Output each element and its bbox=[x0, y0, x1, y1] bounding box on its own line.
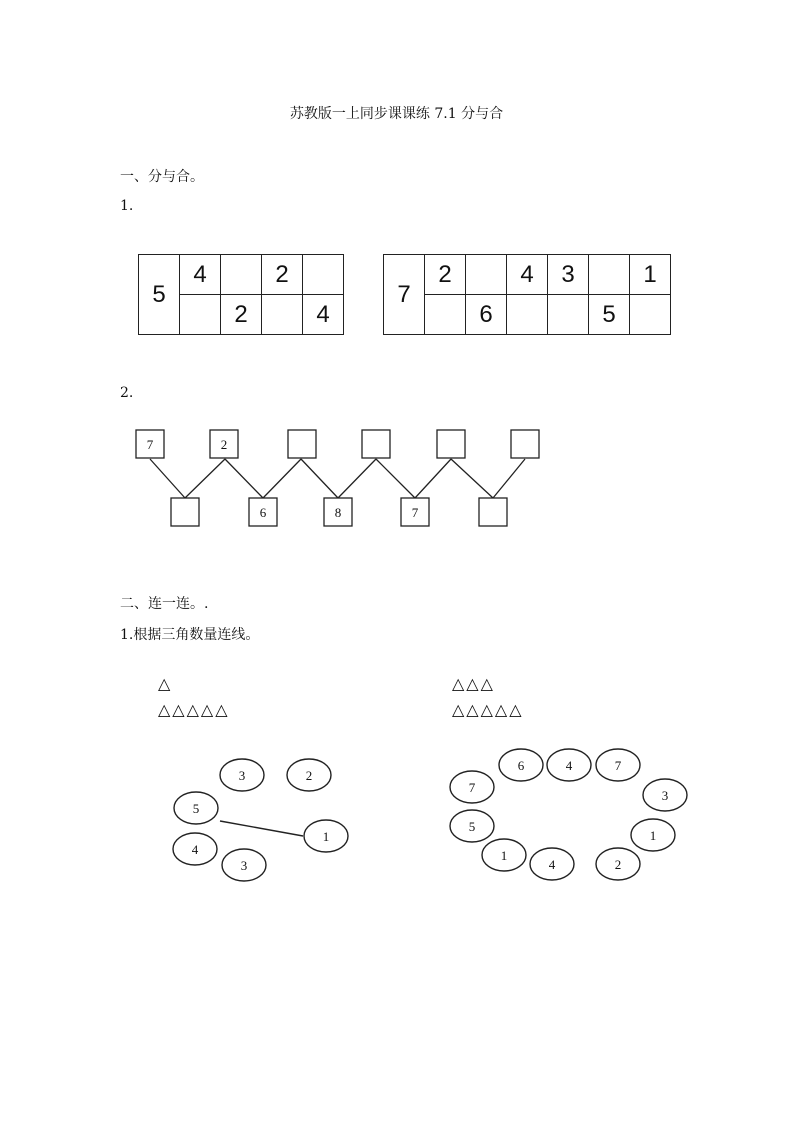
question-1-label: 1. bbox=[120, 198, 134, 214]
circle-number: 5 bbox=[192, 801, 200, 816]
zigzag-bottom-box[interactable] bbox=[479, 498, 507, 526]
zigzag-top-value: 7 bbox=[146, 437, 154, 452]
circle-number: 2 bbox=[614, 857, 622, 872]
zigzag-top-box[interactable] bbox=[511, 430, 539, 458]
circle-number: 4 bbox=[191, 842, 199, 857]
circle-number: 2 bbox=[305, 768, 313, 783]
table-cell[interactable]: 2 bbox=[262, 255, 303, 295]
table-cell[interactable]: 4 bbox=[507, 255, 548, 295]
left-triangles-row2: △△△△△ bbox=[158, 700, 230, 719]
right-triangles-row1: △△△ bbox=[452, 674, 495, 693]
circle-number: 1 bbox=[322, 829, 330, 844]
circle-number: 5 bbox=[468, 819, 476, 834]
circle-number: 1 bbox=[649, 828, 657, 843]
zigzag-diagram bbox=[0, 0, 793, 560]
circle-number: 3 bbox=[661, 788, 669, 803]
zigzag-top-value: 2 bbox=[220, 437, 228, 452]
section-2-heading: 二、连一连。. bbox=[120, 596, 209, 612]
question-2-1-label: 1.根据三角数量连线。 bbox=[120, 627, 260, 643]
table-cell[interactable]: 4 bbox=[180, 255, 221, 295]
table-cell[interactable]: 4 bbox=[303, 295, 344, 335]
table-cell[interactable]: 1 bbox=[630, 255, 671, 295]
zigzag-bottom-box[interactable] bbox=[171, 498, 199, 526]
section-1-heading: 一、分与合。 bbox=[120, 169, 204, 185]
connection-line bbox=[220, 821, 303, 836]
circle-number: 7 bbox=[614, 758, 622, 773]
table-cell-whole: 5 bbox=[139, 255, 180, 335]
table-cell[interactable]: 5 bbox=[589, 295, 630, 335]
left-triangles-row1: △ bbox=[158, 674, 173, 693]
matching-circles bbox=[0, 740, 793, 900]
circle-number: 7 bbox=[468, 780, 476, 795]
table-cell[interactable]: 2 bbox=[221, 295, 262, 335]
zigzag-bottom-value: 7 bbox=[411, 505, 419, 520]
zigzag-bottom-value: 8 bbox=[334, 505, 342, 520]
zigzag-top-box[interactable] bbox=[288, 430, 316, 458]
circle-number: 4 bbox=[565, 758, 573, 773]
zigzag-top-box[interactable] bbox=[362, 430, 390, 458]
circle-number: 3 bbox=[240, 858, 248, 873]
table-cell-whole: 7 bbox=[384, 255, 425, 335]
table-cell[interactable]: 2 bbox=[425, 255, 466, 295]
zigzag-top-box[interactable] bbox=[437, 430, 465, 458]
question-2-label: 2. bbox=[120, 385, 134, 401]
table-cell[interactable]: 3 bbox=[548, 255, 589, 295]
right-triangles-row2: △△△△△ bbox=[452, 700, 524, 719]
circle-number: 6 bbox=[517, 758, 525, 773]
circle-number: 4 bbox=[548, 857, 556, 872]
circle-number: 3 bbox=[238, 768, 246, 783]
table-cell[interactable]: 6 bbox=[466, 295, 507, 335]
circle-number: 1 bbox=[500, 848, 508, 863]
zigzag-bottom-value: 6 bbox=[259, 505, 267, 520]
page-title: 苏教版一上同步课课练 7.1 分与合 bbox=[289, 106, 504, 122]
